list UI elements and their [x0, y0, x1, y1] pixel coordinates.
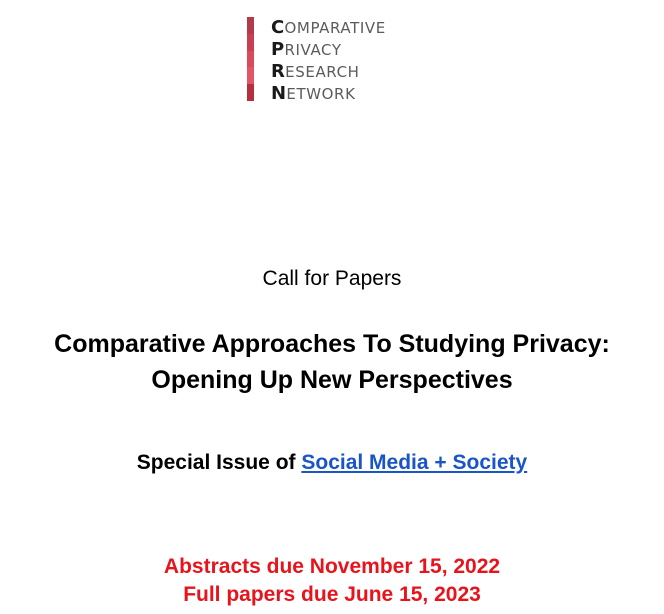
abstracts-deadline: Abstracts due November 15, 2022 [163, 555, 501, 578]
logo-bar-segment [247, 84, 254, 101]
logo-color-bar [247, 17, 254, 101]
logo-word-network: NETWORK [271, 83, 356, 104]
journal-link[interactable]: Social Media + Society [301, 451, 528, 474]
logo-bar-segment [247, 51, 254, 68]
logo-bar-segment [247, 34, 254, 51]
full-papers-deadline: Full papers due June 15, 2023 [183, 583, 481, 606]
special-issue-prefix: Special Issue of [136, 451, 296, 474]
title-line-1: Comparative Approaches To Studying Privacy: [54, 330, 610, 358]
call-for-papers-label: Call for Papers [262, 267, 402, 290]
logo-word-privacy: PRIVACY [271, 39, 342, 60]
title-line-2: Opening Up New Perspectives [151, 366, 513, 394]
special-issue-line [0, 451, 664, 475]
logo-bar-segment [247, 17, 254, 34]
deadlines-block [0, 553, 664, 609]
logo-bar-segment [247, 67, 254, 84]
organization-logo [247, 17, 386, 104]
logo-word-research: RESEARCH [271, 61, 360, 82]
logo-wordmark [271, 17, 386, 104]
logo-word-comparative: COMPARATIVE [271, 17, 386, 38]
page-title [0, 326, 664, 398]
